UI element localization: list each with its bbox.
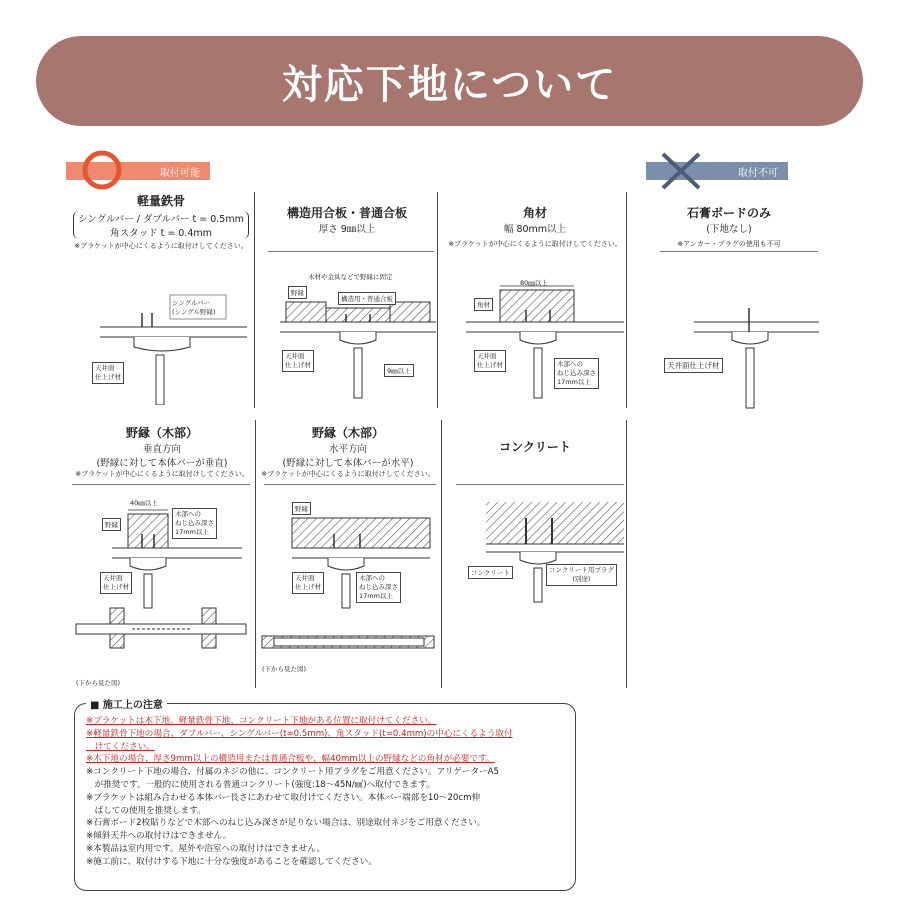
lumber-diagram	[446, 270, 626, 400]
note-line: ※施工前に、取付けする下地に十分な強度があることを確認してください。	[86, 856, 377, 867]
label-kakuzai: 角材	[474, 298, 493, 311]
cell-sub: 垂直方向	[142, 444, 181, 455]
note-line: ※ブラケットは木下地、軽量鉄骨下地、コンクリート下地がある位置に取付けてください。	[86, 716, 437, 726]
divider	[264, 484, 436, 485]
label-ceiling	[292, 572, 324, 594]
label-ceiling	[282, 350, 314, 372]
cell-note: ※アンカー・プラグの使用も不可	[677, 240, 781, 248]
wood-horizontal-diagram	[258, 500, 438, 660]
cell-note: ※ブラケットが中心にくるように取付けしてください。	[75, 470, 249, 478]
label-plug	[546, 564, 617, 586]
divider	[456, 484, 624, 485]
cell-sub: 厚さ 9㎜以上	[318, 224, 376, 235]
cross-ng-icon	[657, 150, 705, 192]
label-9mm: 9㎜以上	[384, 364, 414, 377]
label-ceiling: 天井面仕上げ材	[664, 358, 723, 373]
label-text: 17mm以上	[557, 378, 591, 386]
label-depth	[356, 572, 401, 603]
wood-vertical-diagram	[72, 500, 252, 680]
label-text: コンクリート用プラグ	[549, 566, 614, 574]
cell-title: 角材	[522, 206, 547, 220]
label-concrete: コンクリート	[468, 566, 513, 579]
label-text: (シングル野縁)	[172, 308, 216, 316]
spec-box	[73, 211, 249, 239]
divider	[72, 484, 250, 485]
cell-title: 構造用合板・普通合板	[286, 206, 407, 220]
cell-note: ※ブラケットが中心にくるように取付けしてください。	[74, 242, 248, 250]
circle-ok-icon	[80, 148, 124, 192]
divider	[626, 192, 627, 408]
cell-steel	[72, 192, 250, 251]
divider	[660, 251, 818, 252]
cell-note: ※ブラケットが中心にくるように取付けしてください。	[261, 470, 435, 478]
note-line: ※軽量鉄骨下地の場合、ダブルバー、シングルバー(t=0.5mm)、角スタッド(t=0.4mm)の中心にくるよう取付	[86, 728, 513, 739]
note-line: ※石膏ボード2枚貼りなどで木部へのねじ込み深さが足りない場合は、別途取付ネジをご用意ください。	[86, 818, 486, 829]
label-text: 木部への	[175, 510, 201, 518]
concrete-diagram	[446, 494, 626, 604]
label-nobuchi: 野縁	[102, 518, 121, 531]
label-ceiling	[100, 572, 132, 594]
label-text: ねじ込み深さ	[557, 369, 596, 377]
label-text: 仕上げ材	[95, 373, 121, 381]
cell-sub: 幅 80mm以上	[503, 224, 567, 235]
cell-note: ※ブラケットが中心にくるように取付けしてください。	[448, 240, 622, 248]
note-line: が推奨です。一般的に使用される普通コンクリート(強度:18〜45N/㎟)へ取付できます。	[86, 780, 435, 790]
label-text: 天井面	[477, 352, 497, 360]
cell-title: コンクリート	[499, 440, 571, 454]
label-text: 天井面	[95, 364, 115, 372]
note-line: けてください。	[86, 741, 155, 752]
cell-sub: (下地なし)	[706, 224, 752, 235]
cell-plywood	[258, 204, 436, 235]
note-line: ※木下地の場合、厚さ9mm以上の構造用または普通合板や、幅40mm以上の野縁などの角材が必要です。	[86, 754, 495, 765]
notes-title: ■ 施工上の注意	[86, 696, 167, 711]
label-text: 木部への	[359, 574, 385, 582]
label-text: 仕上げ材	[103, 583, 129, 591]
cell-gypsum	[634, 204, 824, 249]
spec-line: 角スタッド t = 0.4mm	[110, 228, 212, 239]
note-line: ※本製品は室内用です。屋外や浴室への取付けはできません。	[86, 844, 326, 854]
label-fix: 木材や金具などで野縁に固定	[308, 273, 393, 281]
label-bottom-view: (下から見た図)	[76, 679, 121, 687]
note-line: ※コンクリート下地の場合、付属のネジの他に、コンクリート用プラグをご用意ください。アリゲーターA5	[86, 767, 500, 778]
cell-title: 野縁（木部）	[311, 426, 384, 440]
cell-title: 石膏ボードのみ	[686, 206, 771, 220]
divider	[268, 251, 434, 252]
label-bottom-view: (下から見た図)	[262, 665, 307, 673]
label-text: ねじ込み深さ	[175, 519, 214, 527]
cell-wood-vertical	[72, 424, 252, 479]
cell-sub: 水平方向	[328, 444, 367, 455]
label-text: 天井面	[103, 574, 123, 582]
label-text: 仕上げ材	[477, 361, 503, 369]
divider	[626, 420, 627, 688]
label-40mm: 40㎜以上	[130, 499, 158, 507]
note-line: ばしての使用を推奨します。	[86, 805, 206, 816]
label-text: 天井面	[295, 574, 315, 582]
cell-title: 軽量鉄骨	[136, 194, 185, 208]
label-ceiling	[474, 350, 506, 372]
plywood-diagram	[258, 270, 438, 400]
note-line: ※ブラケットは組み合わせる本体バー長さにあわせて取付けてください。本体バー端部を10〜20cm伸	[86, 792, 481, 803]
cell-wood-horizontal	[258, 424, 438, 479]
cell-sub: (野縁に対して本体バーが垂直)	[96, 458, 228, 469]
cell-lumber	[446, 204, 624, 249]
divider	[255, 420, 256, 688]
cell-title: 野縁（木部）	[125, 426, 198, 440]
label-depth	[172, 508, 217, 539]
label-text: ねじ込み深さ	[359, 583, 398, 591]
divider	[441, 420, 442, 688]
label-80mm: 80㎜以上	[520, 279, 548, 287]
label-text: 17mm以上	[359, 592, 393, 600]
note-line: ※傾斜天井への取付けはできません。	[86, 831, 232, 842]
label-text: 木部への	[557, 360, 583, 368]
label-text: 天井面	[285, 352, 305, 360]
tag-not-installable: 取付不可	[646, 162, 788, 180]
label-depth	[554, 358, 599, 389]
tag-installable: 取付可能	[66, 162, 210, 180]
page-title: 対応下地について	[281, 61, 618, 108]
cell-sub: (野縁に対して本体バーが水平)	[282, 458, 414, 469]
label-ceiling	[92, 362, 124, 384]
label-text: 仕上げ材	[295, 583, 321, 591]
gypsum-diagram	[634, 290, 824, 410]
label-nobuchi: 野縁	[288, 286, 307, 299]
label-text: 17mm以上	[175, 528, 209, 536]
label-board: 構造用・普通合板	[338, 292, 396, 305]
spec-line: シングルバー / ダブルバー t = 0.5mm	[78, 214, 244, 225]
label-text: シングルバー	[172, 299, 211, 307]
label-text: (別途)	[572, 575, 591, 583]
divider	[254, 192, 255, 408]
page-title-banner	[36, 36, 863, 126]
cell-concrete	[446, 438, 624, 455]
label-single-bar	[172, 299, 226, 317]
label-text: 仕上げ材	[285, 361, 311, 369]
label-nobuchi: 野縁	[292, 502, 311, 515]
